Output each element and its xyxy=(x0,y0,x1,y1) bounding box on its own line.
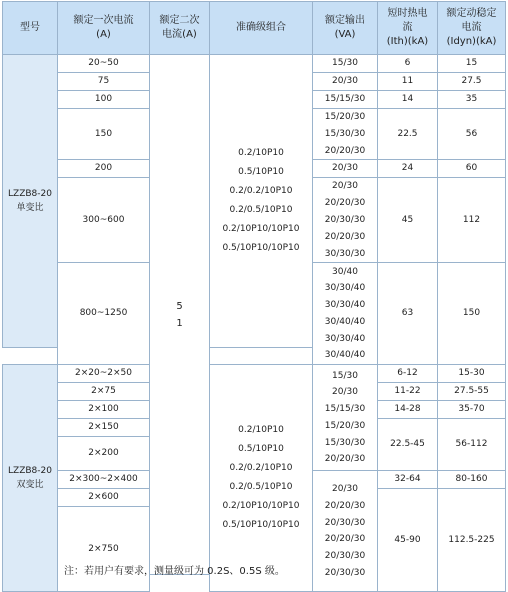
idyn-cell: 60 xyxy=(438,160,506,178)
primary-cell: 2×20~2×50 xyxy=(58,365,150,383)
primary-cell: 2×200 xyxy=(58,437,150,471)
idyn-cell: 112 xyxy=(438,178,506,263)
model-cell-dual: LZZB8-20 双变比 xyxy=(3,365,58,592)
ith-cell: 11-22 xyxy=(378,383,438,401)
primary-cell: 100 xyxy=(58,91,150,109)
ith-cell: 6-12 xyxy=(378,365,438,383)
accuracy-cell-single: 0.2/10P10 0.5/10P10 0.2/0.2/10P10 0.2/0.5/10P10 0.2/10P10/10P10 0.5/10P10/10P10 xyxy=(210,55,313,348)
idyn-cell: 35 xyxy=(438,91,506,109)
output-cell: 20/30 xyxy=(313,160,378,178)
output-cell: 15/30 xyxy=(313,55,378,73)
idyn-cell: 56-112 xyxy=(438,419,506,471)
idyn-cell: 112.5-225 xyxy=(438,489,506,592)
secondary-current-cell: 5 1 xyxy=(150,55,210,575)
header-secondary-current: 额定二次 电流(A) xyxy=(150,2,210,55)
output-cell: 15/20/30 15/30/30 20/20/30 xyxy=(313,109,378,160)
primary-cell: 2×100 xyxy=(58,401,150,419)
primary-cell: 2×300~2×400 xyxy=(58,471,150,489)
ith-cell: 6 xyxy=(378,55,438,73)
ith-cell: 14 xyxy=(378,91,438,109)
ith-cell: 11 xyxy=(378,73,438,91)
idyn-cell: 27.5 xyxy=(438,73,506,91)
header-row xyxy=(3,2,506,55)
footnote: 注：若用户有要求，测量级可为 0.2S、0.5S 级。 xyxy=(64,566,285,577)
ith-cell: 45 xyxy=(378,178,438,263)
output-cell: 20/30 20/20/30 20/30/30 20/20/30 30/30/30 xyxy=(313,178,378,263)
accuracy-cell-dual: 0.2/10P10 0.5/10P10 0.2/0.2/10P10 0.2/0.5/10P10 0.2/10P10/10P10 0.5/10P10/10P10 xyxy=(210,365,313,592)
primary-cell: 150 xyxy=(58,109,150,160)
model-cell-single: LZZB8-20 单变比 xyxy=(3,55,58,348)
ith-cell: 22.5-45 xyxy=(378,419,438,471)
primary-cell: 2×75 xyxy=(58,383,150,401)
primary-cell: 300~600 xyxy=(58,178,150,263)
table-row xyxy=(3,55,506,73)
primary-cell: 800~1250 xyxy=(58,263,150,365)
header-output: 额定输出 (VA) xyxy=(313,2,378,55)
output-cell: 15/30 20/30 15/15/30 15/20/30 15/30/30 20/20/30 xyxy=(313,365,378,471)
output-cell: 15/15/30 xyxy=(313,91,378,109)
ith-cell: 32-64 xyxy=(378,471,438,489)
ith-cell: 24 xyxy=(378,160,438,178)
output-cell: 20/30 20/20/30 20/30/30 20/20/30 20/30/30 20/30/30 xyxy=(313,471,378,592)
header-ith: 短时热电 流 (Ith)(kA) xyxy=(378,2,438,55)
primary-cell: 200 xyxy=(58,160,150,178)
header-primary-current: 额定一次电流 (A) xyxy=(58,2,150,55)
idyn-cell: 35-70 xyxy=(438,401,506,419)
primary-cell: 2×750 xyxy=(58,507,150,592)
idyn-cell: 56 xyxy=(438,109,506,160)
idyn-cell: 27.5-55 xyxy=(438,383,506,401)
idyn-cell: 80-160 xyxy=(438,471,506,489)
output-cell: 20/30 xyxy=(313,73,378,91)
header-idyn: 额定动稳定 电流 (Idyn)(kA) xyxy=(438,2,506,55)
primary-cell: 2×150 xyxy=(58,419,150,437)
ith-cell: 22.5 xyxy=(378,109,438,160)
ith-cell: 14-28 xyxy=(378,401,438,419)
header-accuracy: 准确级组合 xyxy=(210,2,313,55)
idyn-cell: 15 xyxy=(438,55,506,73)
idyn-cell: 150 xyxy=(438,263,506,365)
primary-cell: 75 xyxy=(58,73,150,91)
idyn-cell: 15-30 xyxy=(438,365,506,383)
table-row xyxy=(3,365,506,383)
header-model: 型号 xyxy=(3,2,58,55)
output-cell: 30/40 30/30/40 30/30/40 30/40/40 30/30/40 30/40/40 xyxy=(313,263,378,365)
primary-cell: 20~50 xyxy=(58,55,150,73)
ith-cell: 63 xyxy=(378,263,438,365)
primary-cell: 2×600 xyxy=(58,489,150,507)
ith-cell: 45-90 xyxy=(378,489,438,592)
transformer-spec-table xyxy=(2,1,506,592)
